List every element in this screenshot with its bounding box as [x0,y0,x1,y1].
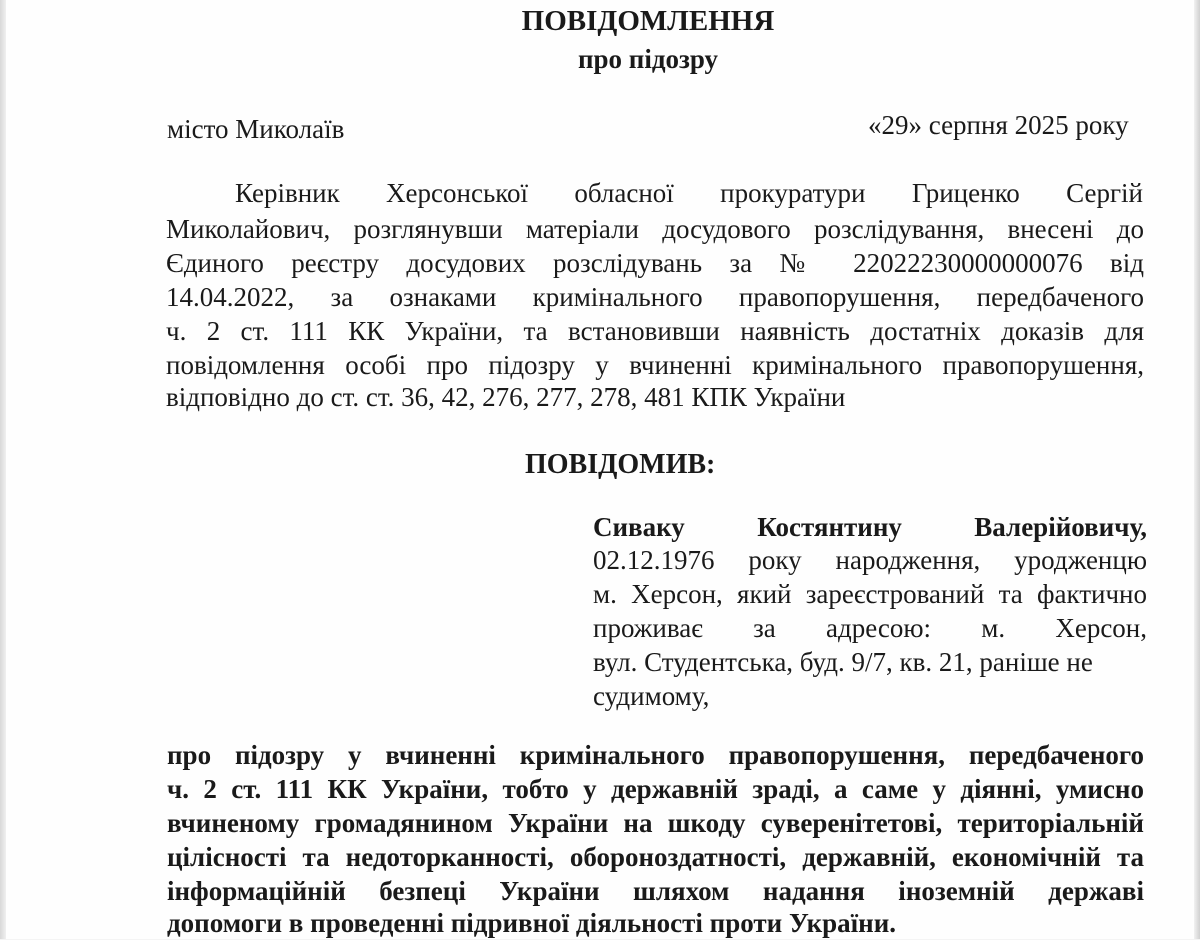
suspicion-line: про підозру у вчиненні кримінального правопорушення, передбаченого [167,740,1144,770]
suspect-detail-line: м. Херсон, який зареєстрований та фактично [593,579,1147,609]
suspect-name: Сиваку Костянтину Валерійовичу, [593,512,1147,542]
date: «29» серпня 2025 року [868,110,1129,140]
suspect-detail-line: вул. Студентська, буд. 9/7, кв. 21, раніше не [593,647,1093,677]
scan-edge-right [1194,0,1200,939]
suspect-detail-line: 02.12.1976 року народження, уродженцю [593,545,1147,575]
suspicion-line: цілісності та недоторканності, обороноздатності, державній, економічній та [167,842,1144,872]
city: місто Миколаїв [167,114,345,144]
document-page [6,0,1194,939]
intro-line: Єдиного реєстру досудових розслідувань за № 22022230000000076 від [166,248,1144,278]
intro-line: відповідно до ст. ст. 36, 42, 276, 277, 278, 481 КПК України [166,382,846,412]
intro-line: ч. 2 ст. 111 КК України, та встановивши наявність достатніх доказів для [166,316,1144,346]
suspect-detail-line: судимому, [593,681,710,711]
intro-line: Миколайович, розглянувши матеріали досудового розслідування, внесені до [166,214,1144,244]
document-title: ПОВІДОМЛЕННЯ [521,5,775,37]
suspicion-line: допомоги в проведенні підривної діяльності проти України. [167,908,896,938]
suspicion-line: ч. 2 ст. 111 КК України, тобто у державній зраді, а саме у діянні, умисно [167,774,1144,804]
document-subtitle: про підозру [577,44,719,74]
suspicion-line: вчиненому громадянином України на шкоду суверенітетові, територіальній [167,808,1144,838]
suspect-detail-line: проживає за адресою: м. Херсон, [593,613,1147,643]
intro-line: Керівник Херсонської обласної прокуратури Гриценко Сергій [235,178,1143,208]
intro-line: 14.04.2022, за ознаками кримінального правопорушення, передбаченого [166,282,1144,312]
suspicion-line: інформаційній безпеці України шляхом надання іноземній державі [167,876,1144,906]
notified-heading: ПОВІДОМИВ: [525,449,716,480]
intro-line: повідомлення особі про підозру у вчиненні кримінального правопорушення, [166,350,1144,380]
